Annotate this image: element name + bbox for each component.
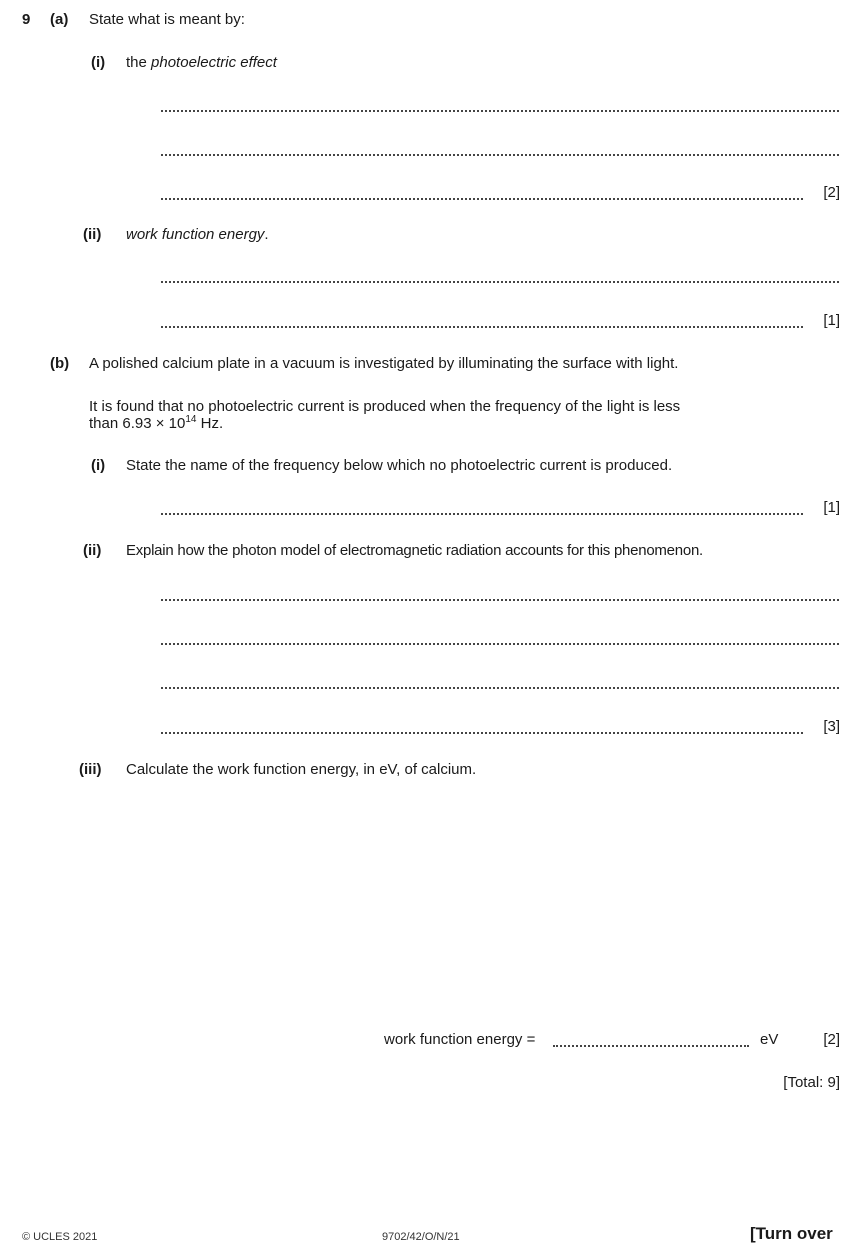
photoelectric-effect-term: photoelectric effect [151,54,277,71]
answer-label: work function energy = [384,1031,536,1048]
marks-a-ii: [1] [823,312,840,329]
part-a-stem: State what is meant by: [89,11,245,28]
answer-line[interactable] [161,633,839,645]
turn-over: [Turn over [750,1224,833,1243]
marks-b-ii: [3] [823,718,840,735]
answer-line[interactable] [161,316,803,328]
marks-b-iii: [2] [823,1031,840,1048]
part-a-ii-text: work function energy. [126,226,269,243]
answer-line[interactable] [161,677,839,689]
total-marks: [Total: 9] [783,1074,840,1091]
part-a-i-text: the photoelectric effect [126,54,277,71]
part-b-iii-label: (iii) [79,761,102,778]
work-function-term: work function energy [126,226,265,243]
question-number: 9 [22,11,31,28]
marks-b-i: [1] [823,499,840,516]
answer-line[interactable] [161,100,839,112]
answer-line[interactable] [161,722,803,734]
footer-code: 9702/42/O/N/21 [382,1231,460,1243]
answer-line[interactable] [161,144,839,156]
answer-unit: eV [760,1031,779,1048]
part-a-i-label: (i) [91,54,106,71]
part-b-ii-label: (ii) [83,542,102,559]
marks-a-i: [2] [823,184,840,201]
part-a-label: (a) [50,11,69,28]
part-b-iii-text: Calculate the work function energy, in eV, of calcium. [126,761,477,778]
answer-line[interactable] [161,271,839,283]
part-b-intro: A polished calcium plate in a vacuum is investigated by illuminating the surface with light. [89,355,679,372]
part-b-statement-line2: than $6.93 \times 10^{14}$ Hz. [89,414,224,432]
answer-field[interactable] [553,1035,749,1047]
part-b-i-text: State the name of the frequency below which no photoelectric current is produced. [126,457,673,474]
part-b-i-label: (i) [91,457,106,474]
answer-line[interactable] [161,503,803,515]
part-b-statement-line1: It is found that no photoelectric current is produced when the frequency of the light is less [89,398,681,415]
exponent: 14 [185,414,197,425]
footer-copyright: © UCLES 2021 [22,1231,98,1243]
answer-line[interactable] [161,188,803,200]
part-b-label: (b) [50,355,70,372]
answer-line[interactable] [161,589,839,601]
part-b-ii-text: Explain how the photon model of electromagnetic radiation accounts for this phenomenon. [126,542,703,559]
part-a-ii-label: (ii) [83,226,102,243]
